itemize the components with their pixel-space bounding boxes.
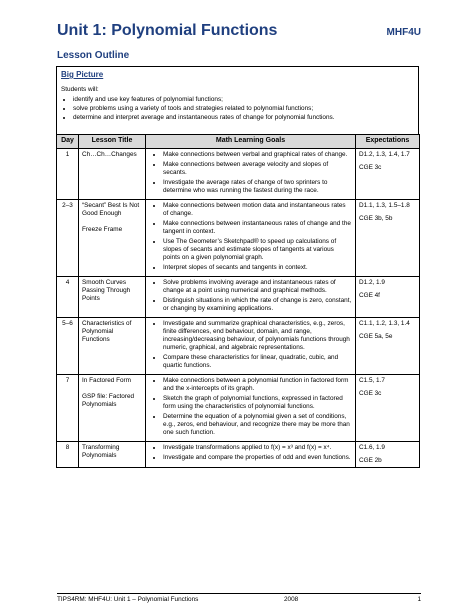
table-row <box>57 277 420 318</box>
goal-item: • Make connections between verbal and graphical rates of change. <box>163 151 352 159</box>
lesson-title: “Secant” Best Is Not Good Enough <box>82 202 140 217</box>
list-item: • solve problems using a variety of tools and strategies related to polynomial functions; <box>73 104 414 113</box>
header-goals: Math Learning Goals <box>146 135 356 149</box>
cge-codes: CGE 3c <box>359 164 382 171</box>
header-expectations: Expectations <box>356 135 420 149</box>
row-lesson-title <box>79 442 146 468</box>
row-day: 1 <box>57 149 79 200</box>
row-goals <box>146 318 356 375</box>
page-number: 1 <box>417 596 421 603</box>
big-picture-list <box>61 95 414 122</box>
cge-codes: CGE 2b <box>359 457 382 464</box>
footer-year: 2008 <box>284 596 299 603</box>
goal-item: • Solve problems involving average and instantaneous rates of change at a point using numerical and graphical methods. <box>163 279 352 295</box>
table-row <box>57 442 420 468</box>
row-day: 4 <box>57 277 79 318</box>
expectation-codes: C1.1, 1.2, 1.3, 1.4 <box>359 320 410 327</box>
goal-item: • Use The Geometer’s Sketchpad® to speed up calculations of slopes of secants and estimate slopes of tangents at various points on a given polynomial graph. <box>163 238 352 262</box>
row-goals <box>146 149 356 200</box>
row-day: 2–3 <box>57 200 79 277</box>
row-lesson-title <box>79 318 146 375</box>
row-expectations <box>356 149 420 200</box>
goal-item: • Make connections between a polynomial function in factored form and the x-intercepts of its graph. <box>163 377 352 393</box>
row-goals <box>146 442 356 468</box>
list-item: • determine and interpret average and instantaneous rates of change for polynomial functions. <box>73 113 414 122</box>
table-header-row <box>57 135 420 149</box>
row-expectations <box>356 375 420 442</box>
page-footer <box>57 593 421 603</box>
expectation-codes: D1.1, 1.3, 1.5–1.8 <box>359 202 410 209</box>
row-goals <box>146 375 356 442</box>
table-row <box>57 149 420 200</box>
lesson-outline-table <box>56 134 420 468</box>
row-goals <box>146 277 356 318</box>
cge-codes: CGE 5a, 5e <box>359 333 393 340</box>
lesson-title: Transforming Polynomials <box>82 444 120 459</box>
expectation-codes: C1.6, 1.9 <box>359 444 385 451</box>
goal-item: • Investigate and summarize graphical characteristics, e.g., zeros, finite differences, end behaviour, domain, and range, increasing/decreasing behaviour, of polynomials functions through numeric, graphical, and algebraic representations. <box>163 320 352 352</box>
table-row <box>57 318 420 375</box>
expectation-codes: D1.2, 1.9 <box>359 279 385 286</box>
expectation-codes: C1.5, 1.7 <box>359 377 385 384</box>
goal-item: • Make connections between instantaneous rates of change and the tangent in context. <box>163 220 352 236</box>
course-code: MHF4U <box>386 27 421 38</box>
section-heading: Lesson Outline <box>57 50 130 61</box>
lesson-title: In Factored Form <box>82 377 132 384</box>
row-day: 7 <box>57 375 79 442</box>
goal-item: • Make connections between average velocity and slopes of secants. <box>163 161 352 177</box>
cge-codes: CGE 4f <box>359 292 380 299</box>
table-row <box>57 375 420 442</box>
row-lesson-title <box>79 375 146 442</box>
list-item: • identify and use key features of polynomial functions; <box>73 95 414 104</box>
row-lesson-title <box>79 277 146 318</box>
cge-codes: CGE 3b, 5b <box>359 215 393 222</box>
big-picture-intro: Students will: <box>61 86 99 93</box>
row-goals <box>146 200 356 277</box>
goal-item: • Compare these characteristics for linear, quadratic, cubic, and quartic functions. <box>163 354 352 370</box>
footer-source: TIPS4RM: MHF4U: Unit 1 – Polynomial Functions <box>57 596 199 603</box>
row-expectations <box>356 277 420 318</box>
lesson-subtitle: Freeze Frame <box>82 226 123 233</box>
goal-item: • Sketch the graph of polynomial functions, expressed in factored form using the characteristics of polynomial functions. <box>163 395 352 411</box>
goal-item: • Investigate transformations applied to f(x) = x³ and f(x) = x⁴. <box>163 444 352 452</box>
row-day: 5–6 <box>57 318 79 375</box>
lesson-title: Characteristics of Polynomial Functions <box>82 320 132 343</box>
goal-item: • Distinguish situations in which the rate of change is zero, constant, or changing by examining applications. <box>163 297 352 313</box>
goal-item: • Investigate the average rates of change of two sprinters to determine who was running the fastest during the race. <box>163 179 352 195</box>
big-picture-title: Big Picture <box>61 70 104 79</box>
lesson-title: Smooth Curves Passing Through Points <box>82 279 131 302</box>
header-day: Day <box>57 135 79 149</box>
goal-item: • Investigate and compare the properties of odd and even functions. <box>163 454 352 462</box>
cge-codes: CGE 3c <box>359 390 382 397</box>
row-lesson-title <box>79 149 146 200</box>
goal-item: • Determine the equation of a polynomial given a set of conditions, e.g., zeros, end behaviour, and recognize there may be more than one such function. <box>163 413 352 437</box>
row-expectations <box>356 442 420 468</box>
table-row <box>57 200 420 277</box>
goal-item: • Make connections between motion data and instantaneous rates of change. <box>163 202 352 218</box>
expectation-codes: D1.2, 1.3, 1.4, 1.7 <box>359 151 410 158</box>
header-lesson-title: Lesson Title <box>79 135 146 149</box>
page-title: Unit 1: Polynomial Functions <box>57 22 278 39</box>
row-expectations <box>356 200 420 277</box>
lesson-subtitle: GSP file: Factored Polynomials <box>82 393 135 408</box>
lesson-title: Ch…Ch…Changes <box>82 151 137 158</box>
goal-item: • Interpret slopes of secants and tangents in context. <box>163 264 352 272</box>
row-day: 8 <box>57 442 79 468</box>
big-picture-box <box>56 66 419 141</box>
row-lesson-title <box>79 200 146 277</box>
row-expectations <box>356 318 420 375</box>
